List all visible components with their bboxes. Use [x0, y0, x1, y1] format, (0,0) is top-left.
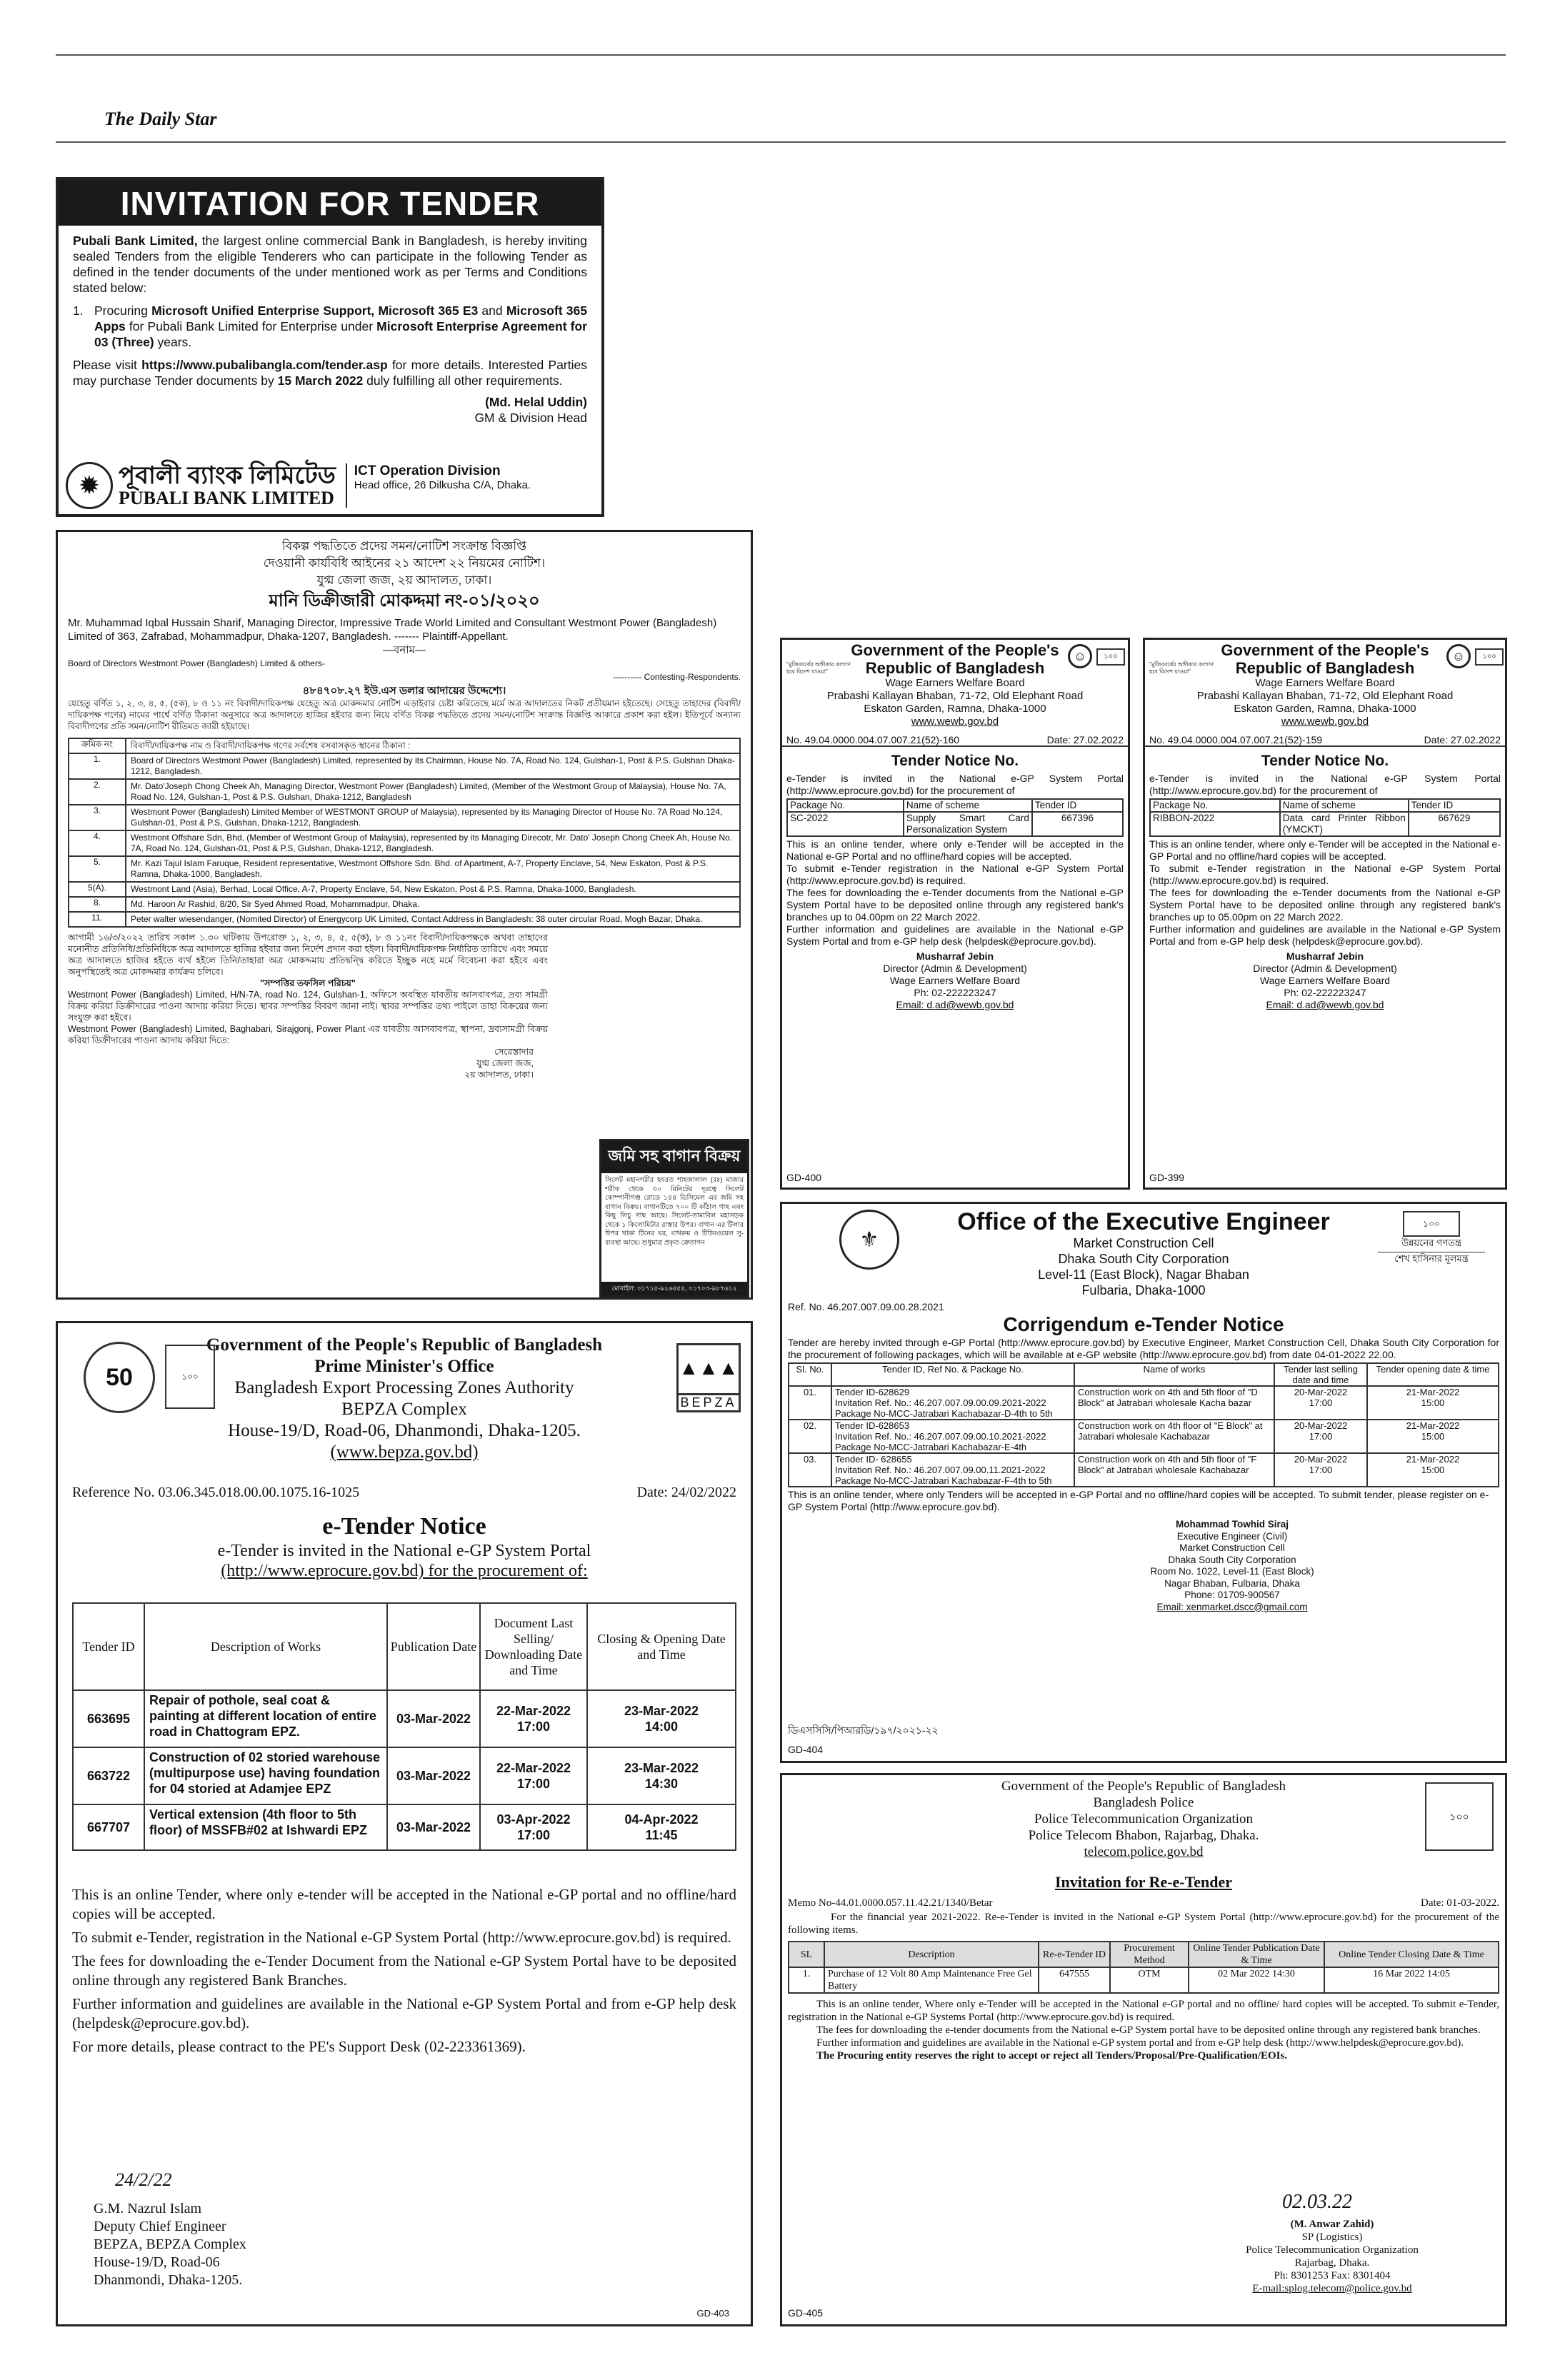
portrait-icon: ☺	[1446, 644, 1471, 668]
sign-line-2: যুগ্ম জেলা জজ,	[476, 1058, 534, 1068]
table-row: 667707 Vertical extension (4th floor to 5th floor) of MSSFB#02 at Ishwardi EPZ 03-Mar-2022 03-Apr-2022 17:00 04-Apr-2022 11:45	[73, 1804, 736, 1850]
email-link[interactable]: E-mail:splog.telecom@police.gov.bd	[1252, 2283, 1412, 2294]
signature: 02.03.22	[1282, 2191, 1352, 2213]
package-table: Package No. Name of scheme Tender ID SC-2022 Supply Smart Card Personalization System 667396	[786, 798, 1124, 837]
notice-title: Tender Notice No.	[1261, 753, 1389, 769]
pubali-logo-row	[66, 458, 594, 513]
signatory-title: Director (Admin & Development)	[883, 963, 1027, 974]
table-row: 663722 Construction of 02 storied warehouse (multipurpose use) having foundation for 04 storied at Adamjee EPZ 03-Mar-2022 22-Mar-2022 17:00 23-Mar-2022 14:30	[73, 1747, 736, 1804]
gd-number: GD-399	[1149, 1172, 1185, 1183]
respondent: Board of Directors Westmont Power (Bangladesh) Limited & others-	[68, 658, 325, 668]
phone: Ph: 02-222223247	[1284, 987, 1366, 998]
claim-amount: ৪৮৪৭০৮.২৭ ইউ.এস ডলার আদায়ের উদ্দেশ্যে।	[302, 685, 506, 697]
ref-number: Ref. No. 46.207.007.09.00.28.2021	[788, 1301, 944, 1312]
para-4: Further information and guidelines are available in the National e-GP System Portal and from e-GP help desk (helpdesk@eprocure.gov.bd).	[786, 923, 1124, 947]
ref-number: No. 49.04.0000.004.07.007.21(52)-159	[1149, 734, 1323, 745]
package-table: Package No. Name of scheme Tender ID RIBBON-2022 Data card Printer Ribbon (YMCKT) 667629	[1149, 798, 1501, 837]
notice-title: e-Tender Notice	[322, 1513, 486, 1540]
gov-name: Government of the People's Republic of Bangladesh	[206, 1335, 603, 1355]
dscc-emblem-icon: ⚜	[839, 1210, 899, 1270]
visit-text: Please visit https://www.pubalibangla.com/tender.asp for more details. Interested Parties may purchase Tender documents by 15 March 2022 duly fulfilling all other requirements.	[73, 358, 587, 388]
signatory-org: Wage Earners Welfare Board	[1259, 975, 1391, 986]
notice-date: Date: 01-03-2022.	[1421, 1897, 1499, 1909]
bepza-logo-text: BEPZA	[676, 1393, 741, 1412]
table-row: 02. Tender ID-628653 Invitation Ref. No.: 46.207.007.09.00.10.2021-2022 Package No-MCC-Jatrabari Kachabazar-E-4th Construction work on 4th floor of "E Block" at Jatrabari wholesale Kachabazar 20-Mar-2022 17:00 21-Mar-2022 15:00	[789, 1420, 1499, 1453]
schedule-heading: "সম্পত্তির তফসিল পরিচয়"	[260, 978, 356, 988]
ref-number: Reference No. 03.06.345.018.00.00.1075.16-1025	[72, 1485, 360, 1500]
land-title: জমি সহ বাগান বিক্রয়	[601, 1141, 747, 1173]
cell-name: Market Construction Cell	[1073, 1236, 1214, 1250]
address: House-19/D, Road-06, Dhanmondi, Dhaka-1205.	[228, 1421, 581, 1440]
gov-line-2: Republic of Bangladesh	[1235, 659, 1415, 677]
address-2: Fulbaria, Dhaka-1000	[1081, 1283, 1206, 1297]
notice-date: Date: 27.02.2022	[1424, 734, 1501, 745]
works-table: Tender ID Description of Works Publication Date Document Last Selling/ Downloading Date and Time Closing & Opening Date and Time 663695 Repair of pothole, seal coat & painting at different location of entire road in Chattogram EPZ. 03-Mar-2022 22-Mar-2022 17:00 23-Mar-2022 14:00 663722 Construction of 02 storied warehouse (multipurpose use) having foundation for 04 storied at Adamjee EPZ 03-Mar-2022 22-Mar-2022 17:00 23-Mar-2022 14:30 667707 Vertical extension (4th floor to 5th floor) of MSSFB#02 at Ishwardi EPZ 03-Mar-2022 03-Apr-2022 17:00 04-Apr-2022 11:45	[72, 1602, 736, 1851]
para-4: Further information and guidelines are available in the National e-GP System Portal and from e-GP help desk (helpdesk@eprocure.gov.bd).	[72, 1995, 736, 2032]
para-3: The fees for downloading the e-Tender documents from the National e-GP System Portal have to be deposited online through any registered bank's branches up to 05.00pm on 22 March 2022.	[1149, 887, 1501, 923]
para-1: This is an online Tender, where only e-tender will be accepted in the National e-GP portal and no offline/hard copies will be accepted.	[72, 1886, 736, 1922]
notice-title: Corrigendum e-Tender Notice	[1003, 1313, 1284, 1335]
pubali-tender-ad	[56, 177, 604, 517]
land-body: সিলেট মহানগরীর হযরত শাহজালাল (রঃ) মাজার শরীফ থেকে ৩০ মিনিটের দূরত্বে সিলেট কোম্পানীগঞ্জ রোডে ১৪৪ ডিসিমেল এর জমি সহ বাগান বিক্রয়। বাগানটিতে ৭০০ টি কাঁঠাল গাছ এবং কিছু লিচু গাছ আছে। সিলেট-তামাবিল মহাসড়ক থেকে ১ কিলোমিটার রাস্তার উপর। বাগান এর টিলার উপর থাকা টিনের ঘর, বাথরুম ও টিউবওয়েল সু-ব্যবস্থা আছে। শুধুমাত্র প্রকৃত ক্রেতাগন	[605, 1176, 744, 1247]
para-2: The fees for downloading the e-tender documents from the National e-GP System portal have to be deposited online through any registered bank branches.	[816, 2024, 1481, 2036]
slogan-2: শেখ হাসিনার মূলমন্ত্র	[1378, 1252, 1485, 1267]
para-1: This is an online tender, Where only e-Tender will be accepted in the National e-GP portal and no offline/ hard copies will be accepted. To submit e-Tender, registration in the National e-GP Systems Portal (http://www.eprocure.gov.bd) is required.	[788, 1999, 1499, 2023]
table-row: 01. Tender ID-628629 Invitation Ref. No.: 46.207.007.09.00.09.2021-2022 Package No-MCC-Jatrabari Kachabazar-D-4th to 5th Construction work on 4th and 5th floor of "D Block" at Jatrabari wholesale Kacha bazar 20-Mar-2022 17:00 21-Mar-2022 15:00	[789, 1386, 1499, 1420]
board-name: Wage Earners Welfare Board	[885, 677, 1025, 689]
signatory-org: BEPZA, BEPZA Complex	[94, 2236, 246, 2252]
corporation-name: Dhaka South City Corporation	[1058, 1252, 1229, 1266]
land-phone: মোবাইল: ০১৭১৫-৯২৬৪৫৪, ০১৭০৩-৯৮৭৬১২	[601, 1282, 747, 1295]
slogan-1: উন্নয়নের গণতন্ত্র	[1401, 1237, 1462, 1248]
notice-title: Invitation for Re-e-Tender	[1054, 1873, 1233, 1891]
signatory-room: Room No. 1022, Level-11 (East Block)	[1150, 1566, 1314, 1577]
table-row: 5(A). Westmont Land (Asia), Berhad, Local Office, A-7, Property Enclave, 54, New Eskaton, Post & P.S. Ramna, Dhaka-1000, Bangladesh.	[69, 882, 740, 897]
factory-icon: ▲▲▲	[676, 1343, 741, 1393]
para-5: For more details, please contract to the PE's Support Desk (02-223361369).	[72, 2038, 526, 2055]
sign-line-3: ২য় আদালত, ঢাকা।	[464, 1070, 534, 1080]
signatory-address-2: Dhanmondi, Dhaka-1205.	[94, 2272, 243, 2288]
intro: e-Tender is invited in the National e-GP System Portal (http://www.eprocure.gov.bd) for the procurement of	[1149, 773, 1501, 796]
bepza-notice	[56, 1321, 753, 2326]
ad-title: INVITATION FOR TENDER	[59, 180, 601, 226]
intro-text: Pubali Bank Limited, the largest online commercial Bank in Bangladesh, is hereby inviting sealed Tenders from the eligible Tenderers who can participate in the following Tender as defined in the tender documents of the under mentioned work as per Terms and Conditions stated below:	[73, 234, 587, 295]
email-link[interactable]: Email: xenmarket.dscc@gmail.com	[1156, 1601, 1308, 1612]
para-2: To submit e-Tender registration in the National e-GP System Portal (http://www.eprocure.gov.bd) is required.	[1149, 863, 1501, 886]
table-row: 1. Purchase of 12 Volt 80 Amp Maintenance Free Gel Battery 647555 OTM 02 Mar 2022 14:30 16 Mar 2022 14:05	[789, 1967, 1499, 1993]
masthead-rule	[56, 141, 1506, 143]
wewb-notice-1	[780, 638, 1130, 1190]
hearing-text: আগামী ১৬/৩/২০২২ তারিখ সকাল ১.৩০ ঘটিকায় উপরোক্ত ১, ২, ৩, ৪, ৫, ৫(ক), ৮ ও ১১নং বিবাদী/দায়িকপক্ষকে অথবা তাহাদের মনোনীত প্রতিনিধি/প্রতিনিধিকে অত্র আদালতে হাজির হইবার জন্য নির্দেশ প্রদান করা হইল। বিবাদী/দায়িকপক্ষ নির্ধারিত তারিখে এবং সময়ে অত্র আদালতে হাজির হইতে ব্যর্থ হইলে তিনি/তাহারা অত্র মোকদ্দমায় প্রতিদ্বন্দ্বি করিতে ইচ্ছুক নহে মর্মে বিবেচনা করা হইবে এবং অনুপস্থিতেই অত্র মোকদ্দমার কার্যক্রম চলিবে।	[68, 933, 548, 977]
gov-line-2: Republic of Bangladesh	[865, 659, 1045, 677]
table-row: 663695 Repair of pothole, seal coat & painting at different location of entire road in Chattogram EPZ. 03-Mar-2022 22-Mar-2022 17:00 23-Mar-2022 14:00	[73, 1690, 736, 1747]
subtitle-1: e-Tender is invited in the National e-GP System Portal	[217, 1542, 591, 1560]
signatory-name: (Md. Helal Uddin)	[485, 395, 587, 409]
para-1: This is an online tender, where only e-Tender will be accepted in the National e-GP Portal and no offline/hard copies will be accepted.	[786, 838, 1124, 862]
versus: —বনাম—	[383, 644, 426, 656]
signature: 24/2/22	[115, 2169, 172, 2190]
email-link[interactable]: Email: d.ad@wewb.gov.bd	[1266, 999, 1384, 1010]
address-2: Eskaton Garden, Ramna, Dhaka-1000	[1234, 703, 1416, 715]
court-notice	[56, 530, 753, 1300]
pubali-emblem-icon: ✹	[66, 462, 113, 509]
intro: For the financial year 2021-2022. Re-e-Tender is invited in the National e-GP System Portal (http://www.eprocure.gov.bd) for the procurement of the following items.	[788, 1912, 1499, 1936]
address-1: Prabashi Kallayan Bhaban, 71-72, Old Elephant Road	[1196, 690, 1454, 702]
table-row: 2. Mr. Dato'Joseph Chong Cheek Ah, Managing Director, Westmont Power (Bangladesh) Limited, (Member of the Westmont Group of Malaysia), House No. 7A, Road No. 124, Gulshan-1, Post & P.S. Gulshan, Dhaka-1212, Bangladesh	[69, 779, 740, 805]
address-1: Prabashi Kallayan Bhaban, 71-72, Old Elephant Road	[826, 690, 1084, 702]
table-row: 1. Board of Directors Westmont Power (Bangladesh) Limited, represented by its Chairman, House No. 7A, Road No. 124, Gulshan-1, Post & P.S. Gulshan Dhaka-1212, Bangladesh.	[69, 753, 740, 779]
division-address: Head office, 26 Dilkusha C/A, Dhaka.	[354, 479, 531, 491]
table-row: 8. Md. Haroon Ar Rashid, 8/20, Sir Syed Ahmed Road, Mohammadpur, Dhaka.	[69, 897, 740, 912]
gd-number: GD-400	[786, 1172, 822, 1183]
tender-link[interactable]: https://www.pubalibangla.com/tender.asp	[141, 358, 388, 372]
bepza-50-logo-icon: 50	[84, 1342, 155, 1413]
signatory-title: SP (Logistics)	[1301, 2231, 1363, 2243]
division: ICT Operation Division	[354, 463, 501, 478]
logo-english: PUBALI BANK LIMITED	[119, 488, 334, 508]
signatory: Musharraf Jebin	[916, 950, 994, 962]
table-row: 5. Mr. Kazi Tajul Islam Faruque, Resident representative, Westmont Offshore Sdn. Bhd. of Apartment, A-7, Property Enclave, 54, New Eskaton, Post & P.S. Ramna, Dhaka-1000, Bangladesh.	[69, 856, 740, 882]
packages-table: Sl. No. Tender ID, Ref No. & Package No. Name of works Tender last selling date and time Tender opening date & time 01. Tender ID-628629 Invitation Ref. No.: 46.207.007.09.00.09.2021-2022 Package No-MCC-Jatrabari Kachabazar-D-4th to 5th Construction work on 4th and 5th floor of "D Block" at Jatrabari wholesale Kacha bazar 20-Mar-2022 17:00 21-Mar-2022 15:00 02. Tender ID-628653 Invitation Ref. No.: 46.207.007.09.00.10.2021-2022 Package No-MCC-Jatrabari Kachabazar-E-4th Construction work on 4th floor of "E Block" at Jatrabari wholesale Kachabazar 20-Mar-2022 17:00 21-Mar-2022 15:00 03. Tender ID- 628655 Invitation Ref. No.: 46.207.007.09.00.11.2021-2022 Package No-MCC-Jatrabari Kachabazar-F-4th to 5th Construction work on 4th and 5th floor of "F Block" at Jatrabari wholesale Kachabazar 20-Mar-2022 17:00 21-Mar-2022 15:00	[788, 1362, 1499, 1487]
plaintiff: Mr. Muhammad Iqbal Hussain Sharif, Managing Director, Impressive Trade World Limited and Consultant Westmont Power (Bangladesh) Limited of 363, Zafrabad, Mohammadpur, Dhaka-1207, Bangladesh. ------- Plaintiff-Appellant.	[68, 617, 717, 643]
case-number: মানি ডিক্রীজারী মোকদ্দমা নং-০১/২০২০	[269, 591, 540, 611]
notice-heading: বিকল্প পদ্ধতিতে প্রদেয় সমন/নোটিশ সংক্রান্ত বিজ্ঞপ্তি	[281, 539, 527, 553]
sign-line-1: সেরেস্তাদার	[494, 1047, 534, 1057]
mujib-logo-icon: ১০০	[1096, 648, 1125, 666]
gov-name: Government of the People's Republic of Bangladesh	[1001, 1779, 1286, 1794]
signatory: Mohammad Towhid Siraj	[1175, 1519, 1289, 1530]
table-row: RIBBON-2022 Data card Printer Ribbon (YMCKT) 667629	[1150, 812, 1500, 836]
subtitle-2: (http://www.eprocure.gov.bd) for the procurement of:	[221, 1562, 588, 1580]
slogan-block	[1378, 1211, 1485, 1267]
signatory-address-1: House-19/D, Road-06	[94, 2254, 220, 2270]
bepza-logo	[676, 1343, 741, 1412]
phone: Phone: 01709-900567	[1184, 1590, 1280, 1600]
org-name: Bangladesh Police	[1093, 1795, 1194, 1810]
land-sale-ad	[599, 1139, 749, 1297]
slogan: "মুজিববর্ষের অঙ্গীকার কল্যাণ হবে বিদেশ যাওয়া"	[786, 661, 851, 675]
para-1: This is an online tender, where only e-Tender will be accepted in the National e-GP Portal and no offline/hard copies will be accepted.	[1149, 838, 1501, 862]
gov-line-1: Government of the People's	[851, 641, 1059, 659]
mujib-logo-icon: ১০০	[1403, 1211, 1460, 1237]
signatory-title: Executive Engineer (Civil)	[1176, 1530, 1288, 1542]
mujib-logo-icon: ১০০	[1475, 648, 1504, 666]
para-2: To submit e-Tender registration in the National e-GP System Portal (http://www.eprocure.gov.bd) is required.	[786, 863, 1124, 886]
table-row: 4. Westmont Offshare Sdn, Bhd, (Member of Westmont Group of Malaysia), represented by its Managing Direcotr, Mr. Dato' Joseph Chong Cheek Ah, House No. 7A, Road No. 124, Gulshan-01, Post & P.S, Gulshan, Dhaka-1212, Bangladesh.	[69, 830, 740, 856]
signatory-address: Nagar Bhaban, Fulbaria, Dhaka	[1164, 1577, 1300, 1589]
tender-item: 1. Procuring Microsoft Unified Enterprise Support, Microsoft 365 E3 and Microsoft 365 Apps for Pubali Bank Limited for Enterprise under Microsoft Enterprise Agreement for 03 (Three) years.	[73, 303, 587, 349]
court-name: যুগ্ম জেলা জজ, ২য় আদালত, ঢাকা।	[316, 573, 492, 587]
masthead: The Daily Star	[104, 109, 217, 129]
email-link[interactable]: Email: d.ad@wewb.gov.bd	[896, 999, 1014, 1010]
memo-number: Memo No-44.01.0000.057.11.42.21/1340/Betar	[788, 1897, 993, 1909]
intro: e-Tender is invited in the National e-GP System Portal (http://www.eprocure.gov.bd) for the procurement of	[786, 773, 1124, 796]
signatory: G.M. Nazrul Islam	[94, 2201, 202, 2216]
para-3: Further information and guidelines are available in the National e-GP system portal and from e-GP help desk (http://www.helpdesk@eprocure.gov.bd).	[816, 2037, 1464, 2049]
table-row: SC-2022 Supply Smart Card Personalization System 667396	[787, 812, 1123, 836]
gd-number: GD-404	[788, 1744, 824, 1755]
top-rule	[56, 54, 1506, 56]
notice-date: Date: 24/02/2022	[636, 1485, 736, 1500]
address-1: Level-11 (East Block), Nagar Bhaban	[1038, 1267, 1249, 1282]
para-4: The Procuring entity reserves the right to accept or reject all Tenders/Proposal/Pre-Qualification/EOIs.	[816, 2050, 1288, 2062]
dscc-notice	[780, 1202, 1507, 1763]
website-link[interactable]: (www.bepza.gov.bd)	[330, 1442, 479, 1462]
signatory-org: Police Telecommunication Organization	[1246, 2244, 1419, 2256]
mujib-logo-icon: ১০০	[165, 1345, 215, 1409]
ref-number: No. 49.04.0000.004.07.007.21(52)-160	[786, 734, 960, 745]
schedule-text-1: Westmont Power (Bangladesh) Limited, H/N-7A, road No. 124, Gulshan-1, অফিসে অবস্থিত যাবতীয় আসবাবপত্র, দ্রব্য সামগ্রী বিক্রয় করিয়া ডিক্রীদারের পাওনা আদায় করিয়া দিতে। স্থাবর সম্পত্তির বিবরণ জানা নাই। স্থাবর সম্পত্তির তথ্য পাইলে তাহা বিক্রয়ের জন্য সংযুক্ত করা হইবে।	[68, 990, 548, 1023]
table-row: 3. Westmont Power (Bangladesh) Limited Member of WESTMONT GROUP of Malaysia), represented by its Managing Director of House No. 7A Road No.124, Gulshan-01, Post & P.S, Gulshan, Dhaka-1212, Bangladesh.	[69, 805, 740, 830]
website-link[interactable]: www.wewb.gov.bd	[1281, 715, 1369, 728]
defendants-table: ক্রমিক নং বিবাদী/দায়িকপক্ষ নাম ও বিবাদী/দায়িকপক্ষ গণের সর্বশেষ বসবাসকৃত স্থানের ঠিকানা : 1. Board of Directors Westmont Power (Bangladesh) Limited, represented by its Chairman, House No. 7A, Road No. 124, Gulshan-1, Post & P.S. Gulshan Dhaka-1212, Bangladesh. 2. Mr. Dato'Joseph Chong Cheek Ah, Managing Director, Westmont Power (Bangladesh) Limited, (Member of the Westmont Group of Malaysia), House No. 7A, Road No. 124, Gulshan-1, Post & P.S. Gulshan, Dhaka-1212, Bangladesh 3. Westmont Power (Bangladesh) Limited Member of WESTMONT GROUP of Malaysia), represented by its Managing Director of House No. 7A Road No.124, Gulshan-01, Post & P.S, Gulshan, Dhaka-1212, Bangladesh. 4. Westmont Offshare Sdn, Bhd, (Member of Westmont Group of Malaysia), represented by its Managing Direcotr, Mr. Dato' Joseph Chong Cheek Ah, House No. 7A, Road No. 124, Gulshan-01, Post & P.S, Gulshan, Dhaka-1212, Bangladesh. 5. Mr. Kazi Tajul Islam Faruque, Resident representative, Westmont Offshore Sdn. Bhd. of Apartment, A-7, Property Enclave, 54, New Eskaton, Post & P.S. Ramna, Dhaka-1000, Bangladesh. 5(A). Westmont Land (Asia), Berhad, Local Office, A-7, Property Enclave, 54, New Eskaton, Post & P.S. Ramna, Dhaka-1000, Bangladesh. 8. Md. Haroon Ar Rashid, 8/20, Sir Syed Ahmed Road, Mohammadpur, Dhaka. 11. Peter walter wiesendanger, (Nomited Director) of Energycorp UK Limited, Contact Address in Bangladesh: 38 outer circular Road, Mogh Bazar, Dhaka.	[68, 738, 741, 928]
complex-name: BEPZA Complex	[341, 1400, 467, 1419]
notice-date: Date: 27.02.2022	[1046, 734, 1124, 745]
mujib-logo-icon: ১০০	[1425, 1782, 1494, 1851]
notice-subheading: দেওয়ানী কার্যবিধি আইনের ২১ আদেশ ২২ নিয়মের নোটিশ।	[263, 556, 546, 570]
para-2: To submit e-Tender, registration in the National e-GP System Portal (http://www.eprocure.gov.bd) is required.	[72, 1929, 731, 1946]
memo-number: ডিএসসিসি/পিআরডি/১৯৭/২০২১-২২	[788, 1724, 939, 1736]
para-3: The fees for downloading the e-Tender Document from the National e-GP System Portal have to be deposited online through any registered Bank Branches.	[72, 1952, 736, 1989]
phone: Ph: 02-222223247	[914, 987, 996, 998]
gov-line-1: Government of the People's	[1221, 641, 1429, 659]
table-row: 11. Peter walter wiesendanger, (Nomited Director) of Energycorp UK Limited, Contact Address in Bangladesh: 38 outer circular Road, Mogh Bazar, Dhaka.	[69, 912, 740, 927]
address-2: Eskaton Garden, Ramna, Dhaka-1000	[864, 703, 1046, 715]
signatory: Musharraf Jebin	[1286, 950, 1364, 962]
note: This is an online tender, where only Tenders will be accepted in e-GP Portal and no offline/hard copies will be accepted. To submit tender, please register on e-GP System Portal (http://www.eprocure.gov.bd).	[788, 1489, 1489, 1512]
unit-name: Police Telecommunication Organization	[1034, 1812, 1254, 1827]
logo-bengali: পূবালী ব্যাংক লিমিটেড	[119, 462, 336, 489]
police-notice	[780, 1773, 1507, 2326]
slogan: "মুজিববর্ষের অঙ্গীকার কল্যাণ হবে বিদেশ যাওয়া"	[1149, 661, 1214, 675]
portrait-icon: ☺	[1068, 644, 1092, 668]
office-title: Office of the Executive Engineer	[957, 1208, 1330, 1235]
signatory: (M. Anwar Zahid)	[1290, 2219, 1374, 2230]
signatory-address: Rajarbag, Dhaka.	[1294, 2257, 1370, 2269]
items-table: SL Description Re-e-Tender ID Procurement Method Online Tender Publication Date & Time Online Tender Closing Date & Time 1. Purchase of 12 Volt 80 Amp Maintenance Free Gel Battery 647555 OTM 02 Mar 2022 14:30 16 Mar 2022 14:05	[788, 1941, 1499, 1994]
signatory-org: Dhaka South City Corporation	[1168, 1554, 1296, 1565]
website-link[interactable]: www.wewb.gov.bd	[911, 715, 999, 728]
signatory-title: GM & Division Head	[474, 411, 587, 425]
intro: Tender are hereby invited through e-GP Portal (http://www.eprocure.gov.bd) by Executive Engineer, Market Construction Cell, Dhaka South City Corporation for the procurement of following packages, which will be available at e-GP website (http://www.eprocure.gov.bd) from date 04-01-2022 22.00.	[788, 1337, 1499, 1360]
wewb-notice-2	[1143, 638, 1507, 1190]
para-3: The fees for downloading the e-Tender documents from the National e-GP System Portal have to be deposited online through any registered bank's branches up to 04.00pm on 22 March 2022.	[786, 887, 1124, 923]
signatory-title: Director (Admin & Development)	[1253, 963, 1397, 974]
gd-number: GD-405	[788, 2307, 824, 2319]
signatory-org: Wage Earners Welfare Board	[889, 975, 1021, 986]
pmo-name: Prime Minister's Office	[314, 1357, 494, 1376]
schedule-text-2: Westmont Power (Bangladesh) Limited, Baghabari, Sirajgonj, Power Plant এর যাবতীয় আসবাবপত্র, স্থাপনা, দ্রব্যসামগ্রী বিক্রয় করিয়া ডিক্রীদারের পাওনা আদায় করিয়া দিতে:	[68, 1024, 548, 1045]
signatory-title: Deputy Chief Engineer	[94, 2219, 226, 2234]
phone-fax: Ph: 8301253 Fax: 8301404	[1274, 2270, 1391, 2281]
address: Police Telecom Bhabon, Rajarbag, Dhaka.	[1028, 1828, 1259, 1843]
board-name: Wage Earners Welfare Board	[1255, 677, 1395, 689]
respondent-label: ---------- Contesting-Respondents.	[613, 672, 741, 682]
website-link[interactable]: telecom.police.gov.bd	[1084, 1844, 1204, 1859]
authority-name: Bangladesh Export Processing Zones Authority	[234, 1378, 574, 1397]
table-row: 03. Tender ID- 628655 Invitation Ref. No.: 46.207.007.09.00.11.2021-2022 Package No-MCC-Jatrabari Kachabazar-F-4th to 5th Construction work on 4th and 5th floor of "F Block" at Jatrabari wholesale Kachabazar 20-Mar-2022 17:00 21-Mar-2022 15:00	[789, 1453, 1499, 1487]
gd-number: GD-403	[696, 2308, 729, 2319]
para-4: Further information and guidelines are available in the National e-GP System Portal and from e-GP help desk (helpdesk@eprocure.gov.bd).	[1149, 923, 1501, 947]
notice-title: Tender Notice No.	[891, 753, 1019, 769]
notice-body: যেহেতু বর্ণিত ১, ২, ৩, ৪, ৫, (৫ক), ৮ ও ১১ নং বিবাদী/দায়িকপক্ষ যেহেতু অত্র মোকদ্দমার নোটিশ এড়াইবার চেষ্টা করিতেছে মর্মে অত্র আদালতের নিকট প্রতীয়মান হইতেছে। সেহেতু তাহাদের (বিবাদী/দায়িকপক্ষ গণের) নামের পার্শ্বে বর্ণিত ঠিকানা অনুসারে অত্র আদালতে হাজির হইবার জন্য নিয়ে বর্ণিত বিকল্প পদ্ধতিতে প্রদেয় সমন/নোটিশ সংক্রান্ত বিজ্ঞপ্তি আকারে প্রকাশ করা হইল। ইতিপূর্বে অন্যান্য বিবাদীগণের প্রতি সমন/নোটিশ রীতিমত জারী হইয়াছে।	[68, 698, 741, 731]
signatory-cell: Market Construction Cell	[1179, 1542, 1285, 1553]
